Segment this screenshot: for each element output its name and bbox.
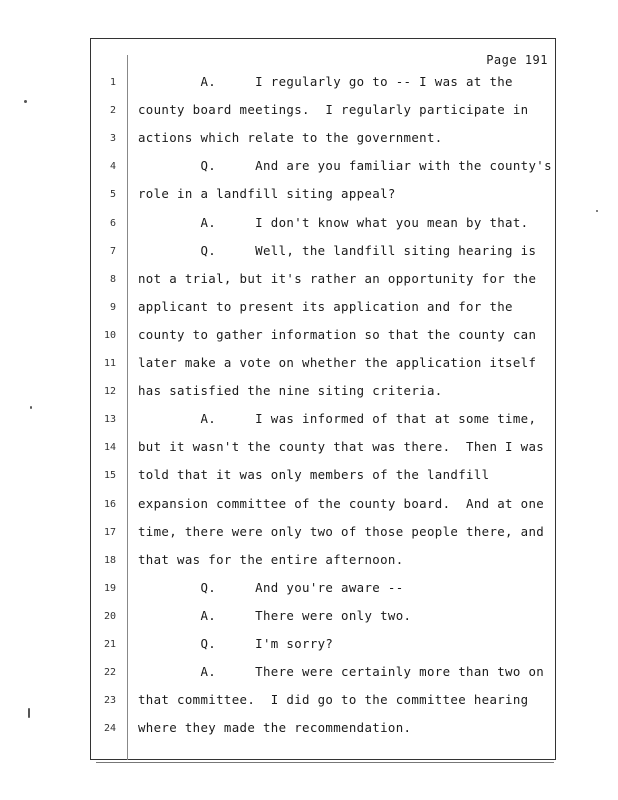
line-number: 16	[103, 498, 116, 510]
line-text: told that it was only members of the landfill	[138, 467, 490, 483]
line-text: role in a landfill siting appeal?	[138, 186, 396, 202]
scan-speck	[596, 210, 598, 212]
line-text: A. There were only two.	[138, 607, 412, 623]
transcript-line	[0, 411, 618, 431]
line-text: expansion committee of the county board. And at one	[138, 495, 545, 511]
line-number: 2	[109, 105, 116, 117]
transcript-line	[0, 158, 618, 178]
line-text: A. I was informed of that at some time,	[138, 411, 537, 427]
transcript-line	[0, 496, 618, 516]
line-number: 13	[103, 414, 116, 426]
line-number: 8	[109, 273, 116, 285]
line-text: Q. Well, the landfill siting hearing is	[138, 242, 537, 258]
transcript-line	[0, 355, 618, 375]
line-number: 24	[103, 723, 116, 735]
transcript-line	[0, 439, 618, 459]
line-number: 1	[109, 77, 116, 88]
transcript-line	[0, 215, 618, 235]
transcript-line	[0, 608, 618, 628]
scan-speck	[30, 406, 32, 409]
line-text: Q. I'm sorry?	[138, 636, 334, 651]
transcript-line	[0, 692, 618, 712]
transcript-line	[0, 467, 618, 487]
line-text: later make a vote on whether the application itself	[138, 355, 537, 370]
line-number: 14	[103, 442, 116, 454]
transcript-line	[0, 74, 618, 94]
transcript-line	[0, 299, 618, 319]
line-text: applicant to present its application and for the	[138, 298, 513, 314]
transcript-line	[0, 664, 618, 684]
line-text: A. I regularly go to -- I was at the	[138, 74, 513, 89]
transcript-line	[0, 243, 618, 263]
line-text: A. I don't know what you mean by that.	[138, 214, 529, 230]
line-number: 15	[103, 470, 116, 482]
line-number: 18	[103, 554, 116, 566]
line-text: that was for the entire afternoon.	[138, 551, 404, 567]
line-number: 22	[103, 667, 116, 679]
line-text: Q. And are you familiar with the county's	[138, 158, 552, 174]
line-text: not a trial, but it's rather an opportunity for the	[138, 270, 537, 286]
line-number: 4	[109, 161, 116, 173]
transcript-line	[0, 524, 618, 544]
line-number: 23	[103, 695, 116, 707]
line-text: but it wasn't the county that was there. Then I was	[138, 439, 545, 455]
line-number: 3	[109, 133, 116, 145]
transcript-line	[0, 102, 618, 122]
line-text: actions which relate to the government.	[138, 130, 443, 146]
line-number: 10	[103, 329, 116, 341]
line-number: 5	[109, 189, 116, 201]
line-number: 17	[103, 526, 116, 538]
line-text: county board meetings. I regularly participate in	[138, 102, 529, 118]
line-text: has satisfied the nine siting criteria.	[138, 383, 443, 399]
scan-speck	[24, 100, 27, 103]
transcript-line	[0, 720, 618, 740]
line-number: 6	[109, 217, 116, 229]
line-text: A. There were certainly more than two on	[138, 664, 545, 680]
line-number: 21	[103, 639, 116, 650]
line-text: where they made the recommendation.	[138, 720, 412, 736]
transcript-line	[0, 636, 618, 656]
transcript-line	[0, 130, 618, 150]
transcript-line	[0, 271, 618, 291]
line-number: 20	[103, 610, 116, 622]
line-number: 12	[103, 386, 116, 398]
line-number: 11	[103, 358, 116, 369]
page-number: Page 191	[486, 53, 548, 67]
transcript-line	[0, 580, 618, 600]
scan-speck	[28, 708, 30, 718]
line-number: 7	[109, 245, 116, 257]
line-number: 19	[103, 582, 116, 594]
line-number: 9	[109, 301, 116, 313]
line-text: that committee. I did go to the committee hearing	[138, 692, 529, 708]
transcript-line	[0, 327, 618, 347]
bottom-rule	[96, 762, 554, 763]
line-text: time, there were only two of those people there, and	[138, 523, 545, 539]
transcript-line	[0, 186, 618, 206]
line-text: county to gather information so that the county can	[138, 326, 537, 342]
line-text: Q. And you're aware --	[138, 579, 404, 595]
transcript-line	[0, 383, 618, 403]
transcript-line	[0, 552, 618, 572]
